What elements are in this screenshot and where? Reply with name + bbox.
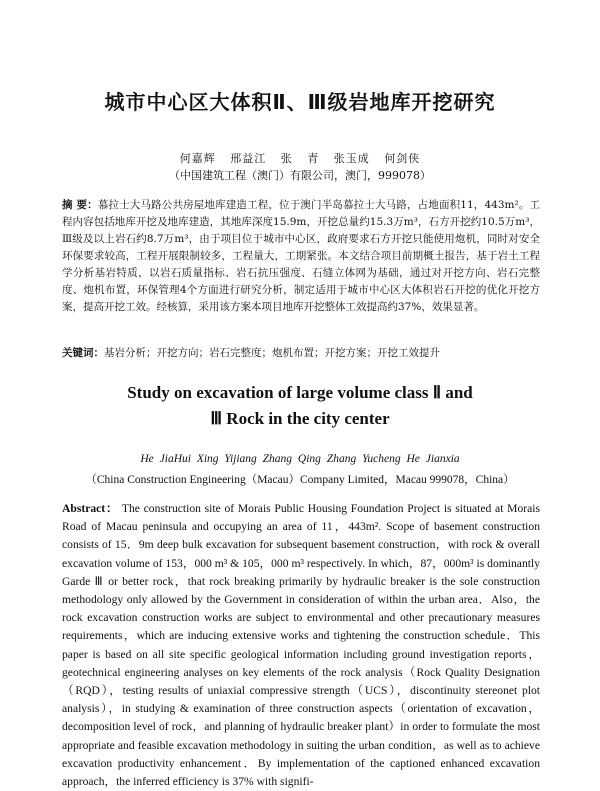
chinese-abstract-label: 摘 要： <box>62 199 98 211</box>
english-title-line-2: Ⅲ Rock in the city center <box>210 409 390 428</box>
chinese-keywords-text: 基岩分析；开挖方向；岩石完整度；炮机布置；开挖方案；开挖工效提升 <box>104 347 440 359</box>
chinese-keywords <box>62 345 540 362</box>
chinese-title: 城市中心区大体积Ⅱ、Ⅲ级岩地库开挖研究 <box>104 90 496 114</box>
english-title-line-1: Study on excavation of large volume class Ⅱ and <box>127 383 473 402</box>
chinese-abstract-text: 慕拉士大马路公共房屋地库建造工程，位于澳门半岛慕拉士大马路，占地面积11，443m²。工程内容包括地库开挖及地库建造，其地库深度15.9m，开挖总量约15.3万m³，石方开挖约10.5万m³，Ⅲ级及以上岩石约8.7万m³，由于项目位于城市中心区，政府要求石方开挖只能使用炮机，同时对安全环保要求较高，工程开展限制较多，工程量大，工期紧张。本文结合项目前期概土报告，基于岩土工程学分析基岩特质，以岩石质量指标、岩石抗压强度、石缝立体网为基础，通过对开挖方向、岩石完整度、炮机布置，环保管理4个方面进行研究分析，制定适用于城市中心区大体积岩石开挖的优化开挖方案，提高开挖工效。经核算，采用该方案本项目地库开挖整体工效提高约37%，效果显著。 <box>62 199 541 313</box>
english-affiliation: （China Construction Engineering（Macau）Company Limited，Macau 999078，China） <box>85 474 515 486</box>
chinese-authors: 何嘉辉 邢益江 张 青 张玉成 何剑侠 <box>179 152 421 165</box>
english-title <box>60 380 540 432</box>
english-abstract-text: The construction site of Morais Public Housing Foundation Project is situated at Morais Road of Macau peninsula and occupying an area of 11，443m². Scope of basement construction consists of 15．9m deep bulk excavation for subsequent basement construction，with rock & overall excavation volume of 153，000 m³ & 105，000 m³ respectively. In which，87，000m³ is dominantly Garde Ⅲ or better rock，that rock breaking primarily by hydraulic breaker is the sole construction methodology only allowed by the Government in consideration of within the urban area．Also，the rock excavation construction works are subject to environmental and other precautionary measures requirements，which are inducing extensive works and tightening the construction schedule．This paper is based on all site specific geological information including ground investigation reports，geotechnical engineering analyses on key elements of the rock analysis（Rock Quality Designation（RQD），testing results of uniaxial compressive strength（UCS），discontinuity stereonet plot analysis），in studying & examination of three construction aspects（orientation of excavation，decomposition level of rock，and planning of hydraulic breaker plant）in order to formulate the most appropriate and feasible excavation methodology in suiting the urban condition，as well as to achieve excavation productivity enhancement．By implementation of the captioned enhanced excavation approach，the inferred efficiency is 37% with signifi- <box>62 502 540 789</box>
chinese-abstract <box>62 197 540 316</box>
english-abstract <box>62 500 540 791</box>
chinese-keywords-label: 关键词： <box>62 347 104 359</box>
english-authors: He JiaHui Xing Yijiang Zhang Qing Zhang Yucheng He Jianxia <box>140 453 460 465</box>
english-abstract-label: Abstract： <box>62 502 119 515</box>
chinese-affiliation: （中国建筑工程（澳门）有限公司，澳门，999078） <box>169 169 431 182</box>
